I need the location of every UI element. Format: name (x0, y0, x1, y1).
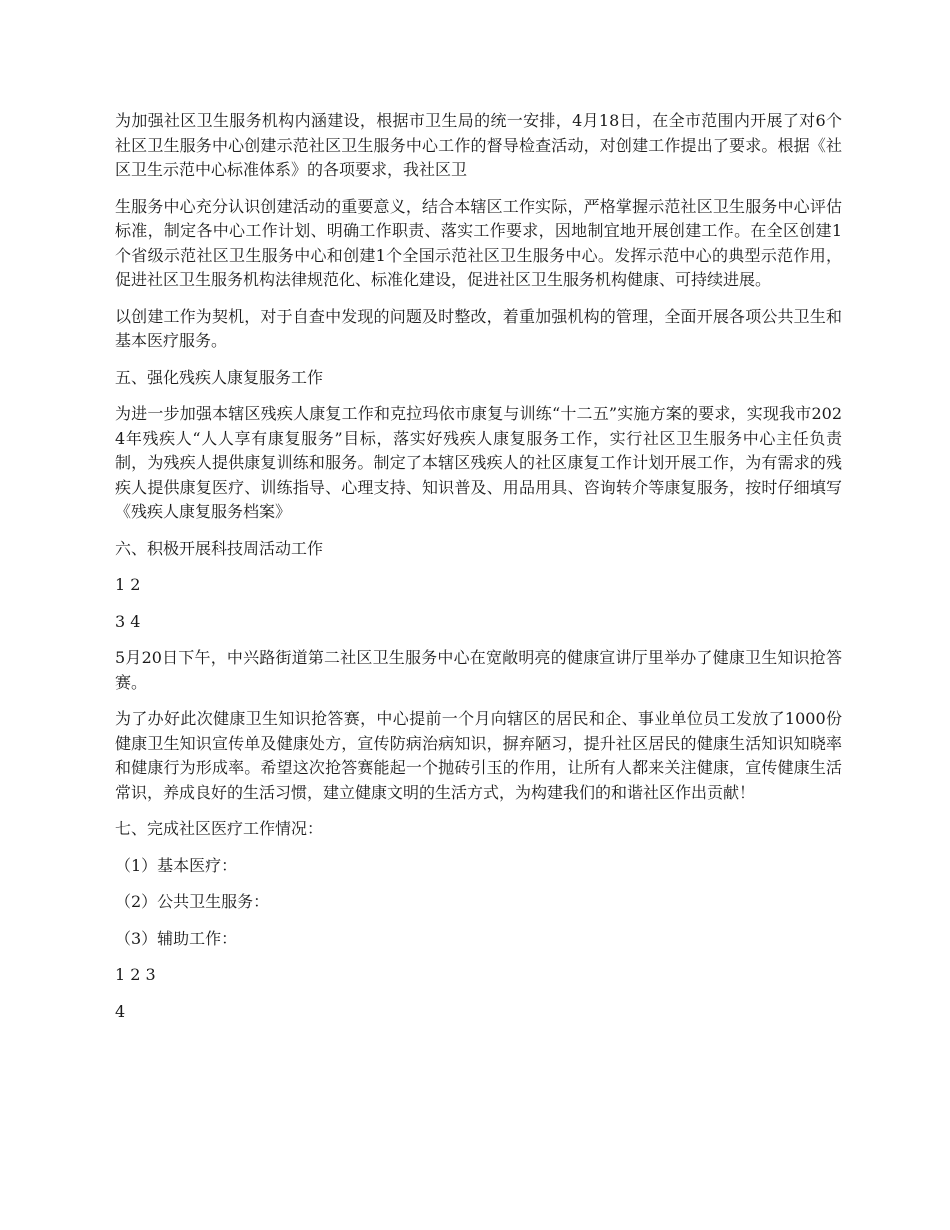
list-numbers-1-2: 1 2 (115, 575, 141, 594)
heading-section-six: 六、积极开展科技周活动工作 (115, 538, 324, 558)
item-public-health: （2）公共卫生服务： (115, 892, 270, 911)
paragraph-inspection-intro: 为加强社区卫生服务机构内涵建设，根据市卫生局的统一安排，4月18日，在全市范围内开展了对6个社区卫生服务中心创建示范社区卫生服务中心工作的督导检查活动，对创建工作提出了要求。根据《社区卫生示范中心标准体系》的各项要求，我社区卫 (115, 111, 842, 179)
item-auxiliary-work: （3）辅助工作： (115, 928, 238, 948)
paragraph-quiz-details: 为了办好此次健康卫生知识抢答赛，中心提前一个月向辖区的居民和企、事业单位员工发放了1000份健康卫生知识宣传单及健康处方，宣传防病治病知识，摒弃陋习，提升社区居民的健康生活知识知晓率和健康行为形成率。希望这次抢答赛能起一个抛砖引玉的作用，让所有人都来关注健康，宣传健康生活常识，养成良好的生活习惯，建立健康文明的生活方式，为构建我们的和谐社区作出贡献！ (115, 709, 842, 802)
list-numbers-3-4: 3 4 (115, 611, 141, 631)
item-basic-medical: （1）基本医疗： (115, 855, 238, 875)
heading-section-seven: 七、完成社区医疗工作情况： (115, 819, 324, 838)
paragraph-self-inspection: 以创建工作为契机，对于自查中发现的问题及时整改，着重加强机构的管理，全面开展各项公共卫生和基本医疗服务。 (115, 306, 842, 350)
paragraph-rehabilitation: 为进一步加强本辖区残疾人康复工作和克拉玛依市康复与训练“十二五”实施方案的要求，实现我市2024年残疾人“人人享有康复服务”目标，落实好残疾人康复服务工作，实行社区卫生服务中心主任负责制，为残疾人提供康复训练和服务。制定了本辖区残疾人的社区康复工作计划开展工作，为有需求的残疾人提供康复医疗、训练指导、心理支持、知识普及、用品用具、咨询转介等康复服务，按时仔细填写《残疾人康复服务档案》 (115, 404, 842, 521)
heading-section-five: 五、强化残疾人康复服务工作 (115, 367, 324, 387)
paragraph-demonstration-center: 生服务中心充分认识创建活动的重要意义，结合本辖区工作实际，严格掌握示范社区卫生服务中心评估标准，制定各中心工作计划、明确工作职责、落实工作要求，因地制宜地开展创建工作。在全区创建1个省级示范社区卫生服务中心和创建1个全国示范社区卫生服务中心。发挥示范中心的典型示范作用，促进社区卫生服务机构法律规范化、标准化建设，促进社区卫生服务机构健康、可持续进展。 (115, 196, 842, 289)
document-page (115, 109, 842, 1036)
paragraph-quiz-event: 5月20日下午，中兴路街道第二社区卫生服务中心在宽敞明亮的健康宣讲厅里举办了健康卫生知识抢答赛。 (115, 648, 842, 692)
list-numbers-1-2-3: 1 2 3 (115, 965, 156, 984)
list-number-4: 4 (115, 1001, 126, 1021)
